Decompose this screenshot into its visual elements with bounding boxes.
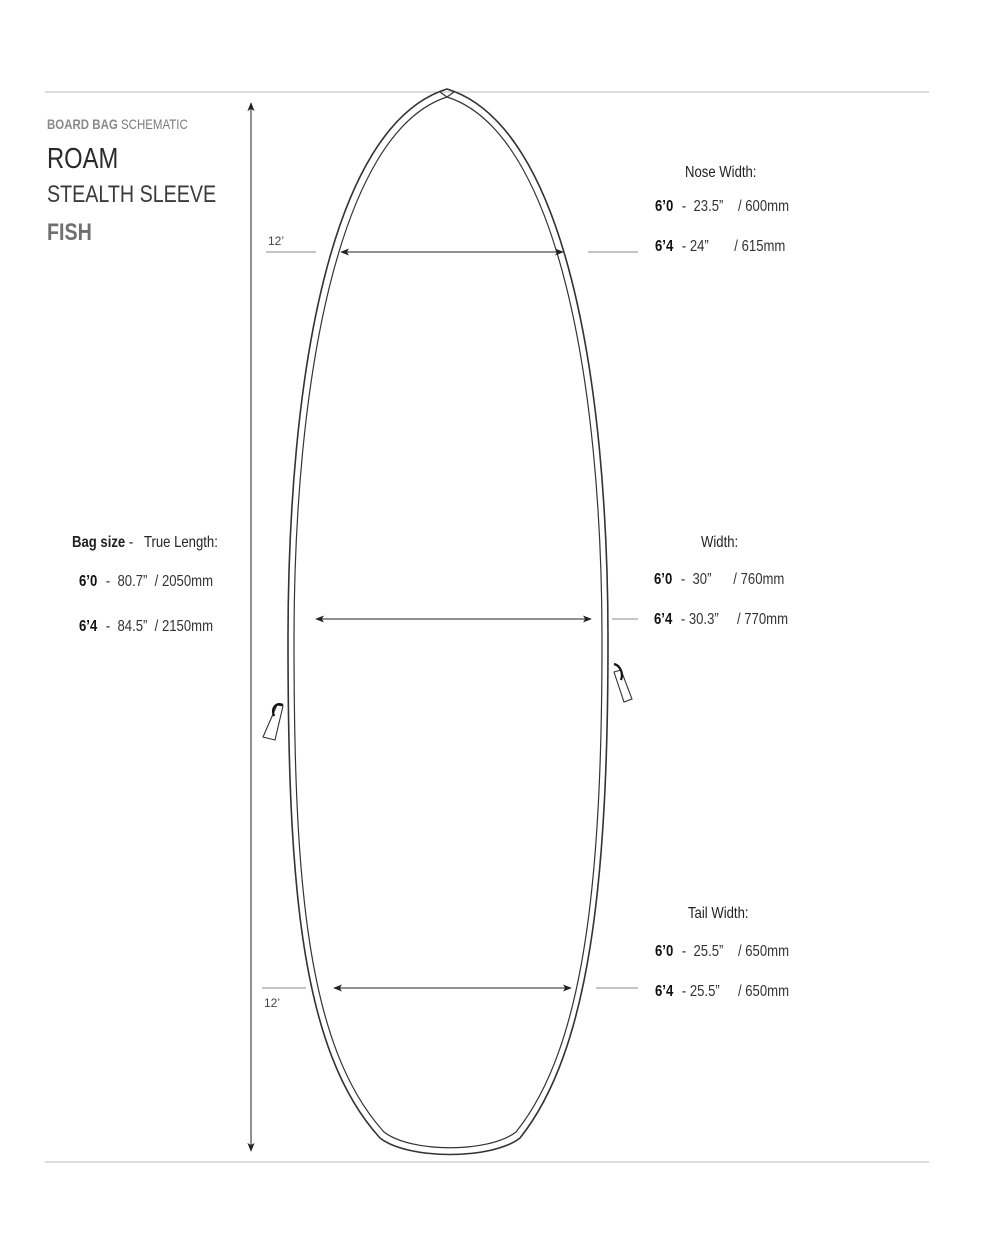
nose-width-row [655, 198, 789, 216]
size-value: - 80.7” / 2050mm [105, 573, 214, 590]
size-label: 6’4 [655, 983, 674, 1000]
bag-size-row [79, 573, 213, 591]
size-label: 6’4 [654, 611, 673, 628]
size-value: - 25.5” / 650mm [681, 983, 790, 1000]
product-line: STEALTH SLEEVE [47, 181, 217, 208]
size-value: - 84.5” / 2150mm [105, 618, 214, 635]
bag-outline-inner [294, 97, 602, 1148]
size-value: - 25.5” / 650mm [681, 943, 790, 960]
size-label: 6’0 [654, 571, 673, 588]
model-name: ROAM [47, 143, 119, 175]
bag-size-label-bold: Bag size [72, 534, 126, 551]
zipper-pull-left-icon [263, 704, 283, 740]
size-label: 6’4 [79, 618, 98, 635]
tail-width-row [655, 983, 789, 1001]
tail-offset-label: 12’ [264, 996, 281, 1010]
nose-tip [440, 92, 454, 97]
board-shape: FISH [47, 219, 92, 246]
size-value: - 23.5” / 600mm [681, 198, 790, 215]
size-label: 6’0 [655, 943, 674, 960]
size-value: - 24” / 615mm [681, 238, 786, 255]
size-value: - 30.3” / 770mm [680, 611, 789, 628]
width-row [654, 571, 784, 589]
size-value: - 30” / 760mm [680, 571, 785, 588]
width-row [654, 611, 788, 629]
size-label: 6’0 [79, 573, 98, 590]
bag-size-label-rest: - True Length: [128, 534, 218, 551]
nose-offset-label: 12’ [268, 234, 285, 248]
size-label: 6’0 [655, 198, 674, 215]
tail-width-row [655, 943, 789, 961]
nose-width-label: Nose Width: [685, 164, 757, 181]
size-label: 6’4 [655, 238, 674, 255]
schematic-kind [47, 116, 188, 132]
schematic-kind-bold: BOARD BAG [47, 116, 118, 132]
bag-size-label [72, 534, 218, 552]
width-label: Width: [701, 534, 739, 551]
zipper-pull-right-icon [614, 664, 632, 702]
schematic-kind-rest: SCHEMATIC [120, 116, 188, 132]
tail-width-label: Tail Width: [688, 905, 749, 922]
bag-outline-outer [288, 89, 608, 1155]
bag-size-row [79, 618, 213, 636]
nose-width-row [655, 238, 785, 256]
